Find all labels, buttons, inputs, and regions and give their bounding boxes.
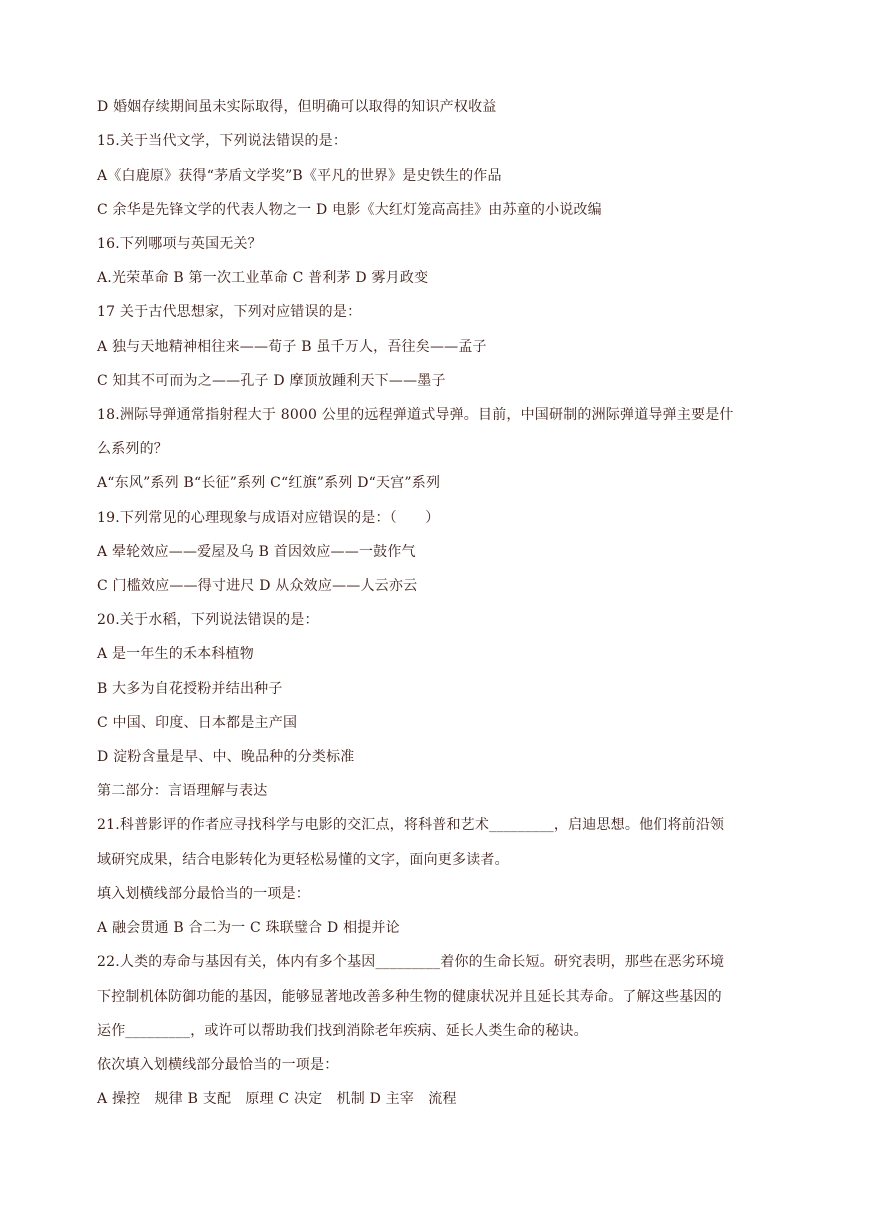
text-line: C 余华是先锋文学的代表人物之一 D 电影《大红灯笼高高挂》由苏童的小说改编 <box>97 202 602 218</box>
text-line: A 融会贯通 B 合二为一 C 珠联璧合 D 相提并论 <box>97 920 400 936</box>
text-line: A 晕轮效应——爱屋及乌 B 首因效应——一鼓作气 <box>97 544 416 560</box>
question-15-title: 15.关于当代文学，下列说法错误的是： <box>97 133 348 149</box>
text-line: A“东风”系列 B“长征”系列 C“红旗”系列 D“天宫”系列 <box>97 475 441 491</box>
question-21-title: 21.科普影评的作者应寻找科学与电影的交汇点，将科普和艺术_________，启迪思想。他们将前沿领 <box>97 817 725 833</box>
text-line: C 门槛效应——得寸进尺 D 从众效应——人云亦云 <box>97 578 418 594</box>
text-line: 运作_________，或许可以帮助我们找到消除老年疾病、延长人类生命的秘诀。 <box>97 1023 588 1039</box>
text-line: 依次填入划横线部分最恰当的一项是： <box>97 1057 339 1073</box>
text-line: 域研究成果，结合电影转化为更轻松易懂的文字，面向更多读者。 <box>97 852 509 868</box>
text-line: 下控制机体防御功能的基因，能够显著地改善多种生物的健康状况并且延长其寿命。了解这些基因的 <box>97 989 722 1005</box>
question-19-title: 19.下列常见的心理现象与成语对应错误的是：（ ） <box>97 510 440 526</box>
text-line: A.光荣革命 B 第一次工业革命 C 普利茅 D 雾月政变 <box>97 270 429 286</box>
text-line: D 婚姻存续期间虽未实际取得，但明确可以取得的知识产权收益 <box>97 99 497 115</box>
section-heading: 第二部分：言语理解与表达 <box>97 783 268 799</box>
question-20-title: 20.关于水稻，下列说法错误的是： <box>97 612 319 628</box>
text-line: A《白鹿原》获得“茅盾文学奖”B《平凡的世界》是史铁生的作品 <box>97 168 502 184</box>
text-line: B 大多为自花授粉并结出种子 <box>97 681 283 697</box>
text-line: C 知其不可而为之——孔子 D 摩顶放踵利天下——墨子 <box>97 373 446 389</box>
question-17-title: 17 关于古代思想家，下列对应错误的是： <box>97 304 362 320</box>
text-line: 填入划横线部分最恰当的一项是： <box>97 886 310 902</box>
text-line: A 是一年生的禾本科植物 <box>97 646 254 662</box>
text-line: A 独与天地精神相往来——荀子 B 虽千万人，吾往矣——孟子 <box>97 339 487 355</box>
question-16-title: 16.下列哪项与英国无关？ <box>97 236 262 252</box>
text-line: 么系列的？ <box>97 441 168 457</box>
text-line: D 淀粉含量是早、中、晚品种的分类标准 <box>97 749 355 765</box>
text-line: A 操控 规律 B 支配 原理 C 决定 机制 D 主宰 流程 <box>97 1091 457 1107</box>
question-18-title: 18.洲际导弹通常指射程大于 8000 公里的远程弹道式导弹。目前，中国研制的洲际弹道导弹主要是什 <box>97 407 734 423</box>
question-22-title: 22.人类的寿命与基因有关，体内有多个基因_________着你的生命长短。研究表明，那些在恶劣环境 <box>97 954 725 970</box>
text-line: C 中国、印度、日本都是主产国 <box>97 715 298 731</box>
